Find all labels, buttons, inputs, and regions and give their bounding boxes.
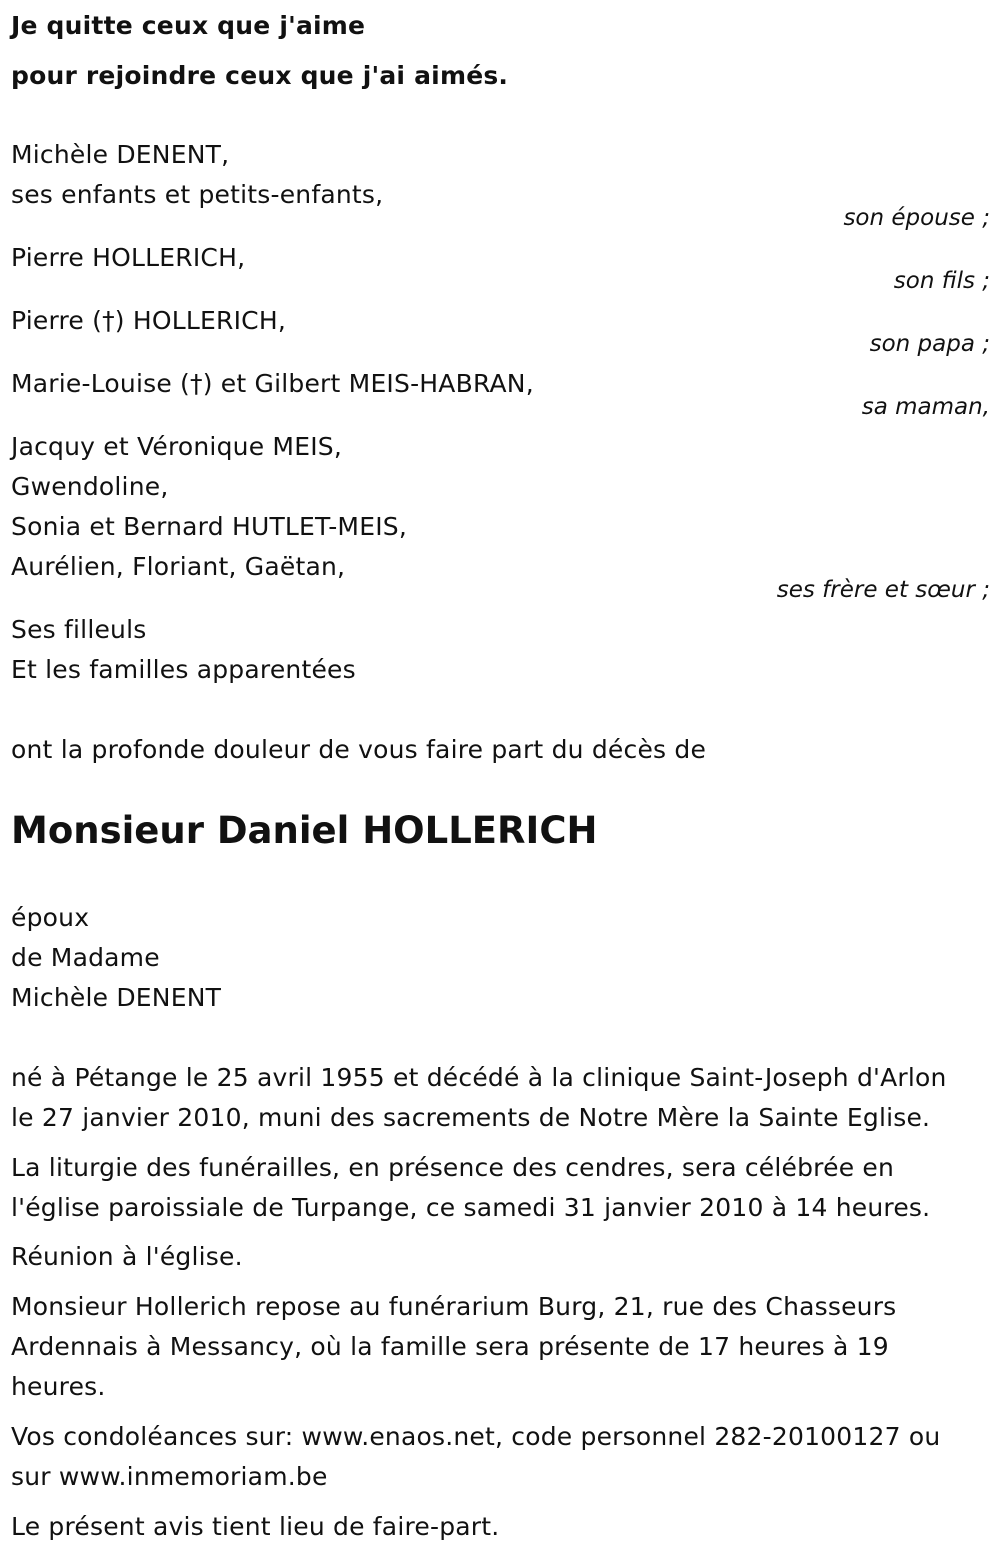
family-name-line: Sonia et Bernard HUTLET-MEIS,	[11, 512, 407, 541]
relation-label: sa maman,	[861, 394, 990, 420]
detail-line: l'église paroissiale de Turpange, ce samedi 31 janvier 2010 à 14 heures.	[11, 1193, 931, 1222]
relation-label: son épouse ;	[843, 205, 990, 231]
family-name-line: Gwendoline,	[11, 472, 169, 501]
detail-line: Ardennais à Messancy, où la famille sera présente de 17 heures à 19	[11, 1332, 889, 1361]
family-name-line: Marie-Louise (†) et Gilbert MEIS-HABRAN,	[11, 369, 534, 398]
deceased-name: Monsieur Daniel HOLLERICH	[11, 809, 598, 852]
relation-label: son fils ;	[893, 268, 990, 294]
family-name-line: Michèle DENENT,	[11, 140, 230, 169]
family-name-line: ses enfants et petits-enfants,	[11, 180, 384, 209]
detail-line: Monsieur Hollerich repose au funérarium Burg, 21, rue des Chasseurs	[11, 1292, 897, 1321]
spouse-line: époux	[11, 903, 90, 932]
detail-line: Vos condoléances sur: www.enaos.net, code personnel 282-20100127 ou	[11, 1422, 941, 1451]
family-name-line: Pierre HOLLERICH,	[11, 243, 246, 272]
family-name-line: Jacquy et Véronique MEIS,	[11, 432, 342, 461]
epigraph-line-1: Je quitte ceux que j'aime	[11, 11, 366, 40]
detail-line: Réunion à l'église.	[11, 1242, 243, 1271]
family-name-line: Ses filleuls	[11, 615, 147, 644]
epigraph-line-2: pour rejoindre ceux que j'ai aimés.	[11, 61, 509, 90]
detail-line: le 27 janvier 2010, muni des sacrements de Notre Mère la Sainte Eglise.	[11, 1103, 931, 1132]
family-name-line: Aurélien, Floriant, Gaëtan,	[11, 552, 346, 581]
family-name-line: Pierre (†) HOLLERICH,	[11, 306, 286, 335]
detail-line: sur www.inmemoriam.be	[11, 1462, 328, 1491]
spouse-line: Michèle DENENT	[11, 983, 222, 1012]
detail-line: né à Pétange le 25 avril 1955 et décédé à la clinique Saint-Joseph d'Arlon	[11, 1063, 947, 1092]
spouse-line: de Madame	[11, 943, 160, 972]
detail-line: heures.	[11, 1372, 106, 1401]
relation-label: son papa ;	[869, 331, 990, 357]
relation-label: ses frère et sœur ;	[776, 577, 990, 603]
detail-line: Le présent avis tient lieu de faire-part.	[11, 1512, 500, 1541]
family-name-line: Et les familles apparentées	[11, 655, 356, 684]
announcement-text: ont la profonde douleur de vous faire part du décès de	[11, 735, 707, 764]
detail-line: La liturgie des funérailles, en présence des cendres, sera célébrée en	[11, 1153, 895, 1182]
